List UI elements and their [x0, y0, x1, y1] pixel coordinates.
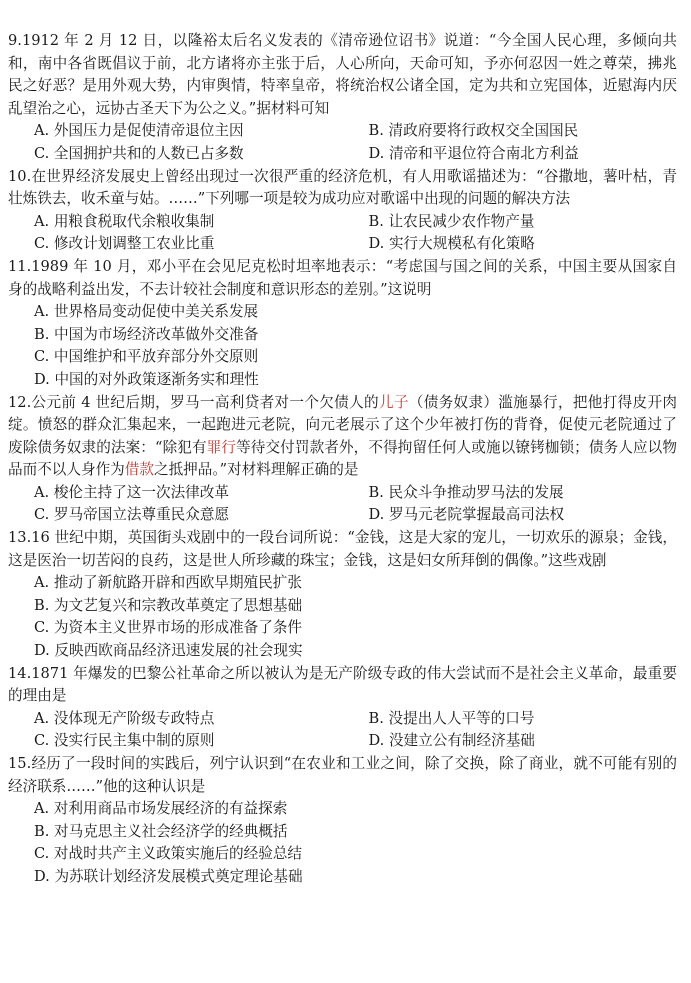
option-d: D. 罗马元老院掌握最高司法权: [368, 506, 565, 524]
option-d: D. 没建立公有制经济基础: [368, 732, 535, 750]
option-b: B. 民众斗争推动罗马法的发展: [368, 483, 564, 501]
option-a: A. 外国压力是促使清帝退位主因: [34, 122, 244, 140]
option-d: D. 反映西欧商品经济迅速发展的社会现实: [34, 642, 303, 660]
question-stem: 1989 年 10 月，邓小平在会见尼克松时坦率地表示：“考虑国与国之间的关系，中国主要从国家自身的战略利益出发，不去计较社会制度和意识形态的差别。”这说明: [8, 257, 677, 298]
option-b: B. 对马克思主义社会经济学的经典概括: [34, 822, 288, 840]
option-a: A. 推动了新航路开辟和西欧早期殖民扩张: [34, 574, 302, 592]
option-a: A. 世界格局变动促使中美关系发展: [34, 303, 259, 321]
option-c: C. 对战时共产主义政策实施后的经验总结: [34, 845, 303, 863]
question-9: [8, 30, 677, 166]
question-number: 11.: [8, 257, 32, 275]
question-stem: 1912 年 2 月 12 日，以隆裕太后名义发表的《清帝逊位诏书》说道：“今全国人民心理，多倾向共和，南中各省既倡议于前，北方诸将亦主张于后，人心所向，天命可知，予亦何忍因一姓之尊荣，拂兆民之好恶？是用外观大势，内审舆情，特率皇帝，将统治权公诸全国，定为共和立宪国体，近慰海内厌乱望治之心，远协古圣天下为公之义。”据材料可知: [8, 32, 677, 117]
question-stem-part: （债务奴隶）滥施暴行，把他打得皮开肉绽。愤怒的群众汇集起来，一起跑进元老院，向元老展示了这个少年被打伤的背脊，促使元老院通过了废除债务奴隶的法案：“除犯有: [8, 393, 677, 456]
option-d: D. 中国的对外政策逐渐务实和理性: [34, 370, 259, 388]
options: [8, 572, 677, 662]
option-b: B. 没提出人人平等的口号: [368, 709, 535, 727]
handwritten-annotation: 借款: [124, 461, 154, 479]
question-number: 12.: [8, 393, 32, 411]
handwritten-annotation: 罪行: [206, 438, 237, 456]
option-b: B. 为文艺复兴和宗教改革奠定了思想基础: [34, 596, 303, 614]
question-13: [8, 527, 677, 663]
options: [8, 798, 677, 888]
option-d: D. 为苏联计划经济发展模式奠定理论基础: [34, 867, 303, 885]
option-c: C. 全国拥护共和的人数已占多数: [34, 144, 244, 162]
options: [8, 482, 677, 527]
question-12: [8, 392, 677, 528]
question-15: [8, 753, 677, 889]
option-c: C. 没实行民主集中制的原则: [34, 732, 215, 750]
option-a: A. 用粮食税取代余粮收集制: [34, 212, 215, 230]
question-number: 13.: [8, 529, 32, 547]
question-stem-part: 等待交付罚款者外，不得拘留任何人或施以镣铐枷锁；债务人应以物品而不以人身作为: [8, 438, 677, 479]
option-a: A. 梭伦主持了这一次法律改革: [34, 483, 229, 501]
question-number: 14.: [8, 664, 32, 682]
options: [8, 301, 677, 391]
question-number: 9.: [8, 32, 22, 49]
option-c: C. 为资本主义世界市场的形成准备了条件: [34, 619, 303, 637]
question-14: [8, 663, 677, 753]
option-b: B. 清政府要将行政权交全国国民: [368, 122, 579, 140]
option-b: B. 中国为市场经济改革做外交准备: [34, 325, 259, 343]
question-number: 10.: [8, 167, 32, 185]
option-b: B. 让农民减少农作物产量: [368, 212, 535, 230]
option-c: C. 修改计划调整工农业比重: [34, 235, 215, 253]
option-a: A. 对利用商品市场发展经济的有益探索: [34, 800, 288, 818]
option-d: D. 实行大规模私有化策略: [368, 235, 535, 253]
question-stem: 1871 年爆发的巴黎公社革命之所以被认为是无产阶级专政的伟大尝试而不是社会主义革命，最重要的理由是: [8, 664, 677, 705]
handwritten-annotation: 儿子: [378, 393, 409, 411]
options: [8, 708, 677, 753]
question-stem: 16 世纪中期，英国街头戏剧中的一段台词所说：“金钱，这是大家的宠儿，一切欢乐的源泉；金钱，这是医治一切苦闷的良药，这是世人所珍藏的珠宝；金钱，这是妇女所拜倒的偶像。”这些戏剧: [8, 529, 677, 569]
question-stem-part: 公元前 4 世纪后期，罗马一高利贷者对一个欠债人的: [31, 393, 379, 411]
question-10: [8, 166, 677, 256]
question-stem-part: 之抵押品。”对材料理解正确的是: [153, 461, 359, 479]
option-d: D. 清帝和平退位符合南北方利益: [368, 144, 579, 162]
question-stem: 经历了一段时间的实践后，列宁认识到“在农业和工业之间，除了交换，除了商业，就不可能有别的经济联系……”他的这种认识是: [8, 755, 677, 795]
question-number: 15.: [8, 755, 32, 772]
option-c: C. 中国维护和平放弃部分外交原则: [34, 348, 259, 366]
options: [8, 211, 677, 256]
options: [8, 120, 677, 165]
question-11: [8, 256, 677, 392]
option-c: C. 罗马帝国立法尊重民众意愿: [34, 506, 230, 524]
question-stem: 在世界经济发展史上曾经出现过一次很严重的经济危机，有人用歌谣描述为：“谷撒地，薯叶枯，青壮炼铁去，收禾童与姑。……”下列哪一项是较为成功应对歌谣中出现的问题的解决方法: [8, 167, 677, 208]
option-a: A. 没体现无产阶级专政特点: [34, 709, 215, 727]
